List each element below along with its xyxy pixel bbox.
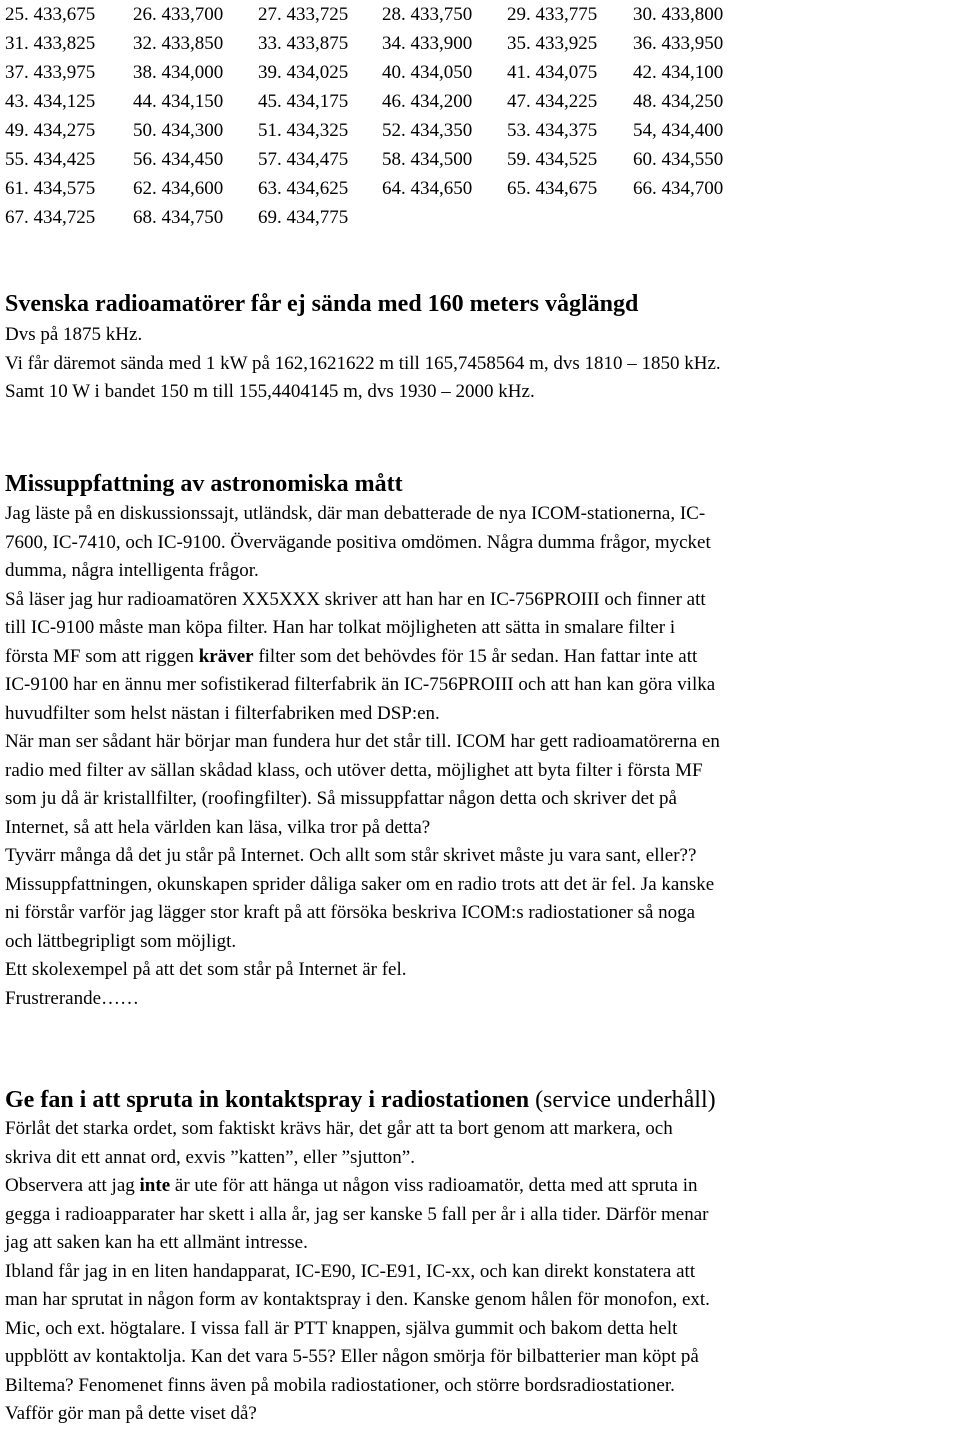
frequency-cell: 36. 433,950 [633,33,724,54]
frequency-cell: 40. 434,050 [382,62,473,83]
frequency-cell: 54, 434,400 [633,120,724,141]
frequency-cell: 61. 434,575 [5,178,96,199]
section-heading [5,1085,955,1115]
text-line: När man ser sådant här börjar man fundera hur det står till. ICOM har gett radioamatörerna en [5,731,720,752]
frequency-cell: 35. 433,925 [507,33,598,54]
frequency-cell: 64. 434,650 [382,178,473,199]
frequency-cell [382,203,507,232]
frequency-cell: 39. 434,025 [258,62,349,83]
frequency-cell: 63. 434,625 [258,178,349,199]
text-line: Förlåt det starka ordet, som faktiskt krävs här, det går att ta bort genom att markera, och [5,1118,673,1139]
section-heading: Missuppfattning av astronomiska mått [5,471,403,497]
frequency-cell: 52. 434,350 [382,120,473,141]
frequency-cell: 67. 434,725 [5,207,96,228]
text-line: Internet, så att hela världen kan läsa, vilka tror på detta? [5,816,431,838]
text-line: Vafför gör man på dette viset då? [5,1403,257,1424]
frequency-cell: 48. 434,250 [633,91,724,112]
frequency-cell: 28. 433,750 [382,4,473,25]
frequency-cell: 59. 434,525 [507,149,598,170]
text-line: Dvs på 1875 kHz. [5,324,143,345]
frequency-cell: 42. 434,100 [633,62,724,83]
text-line: skriva dit ett annat ord, exvis ”katten”, eller ”sjutton”. [5,1146,415,1168]
frequency-cell: 34. 433,900 [382,33,473,54]
frequency-cell: 44. 434,150 [133,91,224,112]
text-line: Vi får däremot sända med 1 kW på 162,1621622 m till 165,7458564 m, dvs 1810 – 1850 kHz. [5,352,721,374]
frequency-cell: 37. 433,975 [5,62,96,83]
text-line: Frustrerande…… [5,987,140,1009]
text-line: uppblött av kontaktolja. Kan det vara 5-55? Eller någon smörja för bilbatterier man köpt på [5,1346,699,1367]
section-missuppfattning [5,469,955,1013]
frequency-cell: 32. 433,850 [133,33,224,54]
frequency-cell: 50. 434,300 [133,120,224,141]
frequency-cell: 56. 434,450 [133,149,224,170]
frequency-cell: 26. 433,700 [133,4,224,25]
text-line: och lättbegripligt som möjligt. [5,930,237,952]
frequency-cell: 33. 433,875 [258,33,349,54]
text-line: dumma, några intelligenta frågor. [5,560,259,581]
text-span: Observera att jag [5,1175,140,1196]
frequency-cell: 66. 434,700 [633,178,724,199]
section-160m [5,289,955,407]
text-line: jag att saken kan ha ett allmänt intresse. [5,1232,308,1253]
frequency-cell: 60. 434,550 [633,149,724,170]
section-heading: Svenska radioamatörer får ej sända med 160 meters våglängd [5,291,639,317]
frequency-table [5,0,758,232]
text-line: Mic, och ext. högtalare. I vissa fall är PTT knappen, själva gummit och bakom detta helt [5,1317,678,1339]
frequency-cell: 69. 434,775 [258,207,349,228]
frequency-cell: 57. 434,475 [258,149,349,170]
text-line: man har sprutat in någon form av kontaktspray i den. Kanske genom hålen för monofon, ext. [5,1289,710,1310]
frequency-cell: 53. 434,375 [507,120,598,141]
frequency-cell: 43. 434,125 [5,91,96,112]
text-span: filter som det behövdes för 15 år sedan. Han fattar inte att [253,645,698,667]
text-line: till IC-9100 måste man köpa filter. Han har tolkat möjligheten att sätta in smalare filter i [5,617,676,638]
text-line: Missuppfattningen, okunskapen sprider dåliga saker om en radio trots att det är fel. Ja kanske [5,873,715,895]
text-span: är ute för att hänga ut någon viss radioamatör, detta med att spruta in [170,1175,698,1196]
frequency-cell: 29. 433,775 [507,4,598,25]
frequency-cell: 25. 433,675 [5,4,96,25]
emphasis-text: kräver [198,645,254,667]
text-line: Biltema? Fenomenet finns även på mobila radiostationer, och större bordsradiostationer. [5,1374,675,1396]
text-line: Jag läste på en diskussionssajt, utländsk, där man debatterade de nya ICOM-stationerna, IC- [5,503,706,524]
text-line [5,1172,955,1201]
frequency-cell: 27. 433,725 [258,4,349,25]
frequency-cell: 49. 434,275 [5,120,96,141]
frequency-cell: 55. 434,425 [5,149,96,170]
frequency-cell: 46. 434,200 [382,91,473,112]
frequency-cell: 41. 434,075 [507,62,598,83]
text-line: 7600, IC-7410, och IC-9100. Övervägande positiva omdömen. Några dumma frågor, mycket [5,531,711,553]
text-line: som ju då är kristallfilter, (roofingfilter). Så missuppfattar någon detta och skriver det på [5,788,677,809]
text-line [5,643,955,672]
frequency-cell: 65. 434,675 [507,178,598,199]
frequency-cell: 31. 433,825 [5,33,96,54]
frequency-cell [507,203,633,232]
frequency-cell [633,203,758,232]
emphasis-text: inte [139,1175,171,1196]
frequency-cell: 62. 434,600 [133,178,224,199]
text-line: Ibland får jag in en liten handapparat, IC-E90, IC-E91, IC-xx, och kan direkt konstatera att [5,1260,696,1282]
frequency-cell: 58. 434,500 [382,149,473,170]
section-kontaktspray [5,1085,955,1429]
text-line: Tyvärr många då det ju står på Internet. Och allt som står skrivet måste ju vara sant, eller?? [5,845,697,866]
frequency-cell: 68. 434,750 [133,207,224,228]
text-line: ni förstår varför jag lägger stor kraft på att försöka beskriva ICOM:s radiostationer så noga [5,902,696,923]
frequency-cell: 47. 434,225 [507,91,598,112]
text-line: Ett skolexempel på att det som står på Internet är fel. [5,959,407,980]
text-line: radio med filter av sällan skådad klass, och utöver detta, möjlighet att byta filter i första MF [5,759,703,781]
frequency-cell: 45. 434,175 [258,91,349,112]
text-line: IC-9100 har en ännu mer sofistikerad filterfabrik än IC-756PROIII och att han kan göra vilka [5,674,716,695]
frequency-cell: 38. 434,000 [133,62,224,83]
frequency-cell: 30. 433,800 [633,4,724,25]
heading-normal-part: (service underhåll) [529,1087,716,1113]
text-line: huvudfilter som helst nästan i filterfabriken med DSP:en. [5,702,440,724]
frequency-cell: 51. 434,325 [258,120,349,141]
text-line: Samt 10 W i bandet 150 m till 155,4404145 m, dvs 1930 – 2000 kHz. [5,381,535,402]
heading-bold-part: Ge fan i att spruta in kontaktspray i radiostationen [5,1087,530,1113]
text-line: Så läser jag hur radioamatören XX5XXX skriver att han har en IC-756PROIII och finner att [5,588,706,610]
text-line: gegga i radioapparater har skett i alla år, jag ser kanske 5 fall per år i alla tider. Därför menar [5,1203,709,1225]
text-span: första MF som att riggen [5,645,199,667]
